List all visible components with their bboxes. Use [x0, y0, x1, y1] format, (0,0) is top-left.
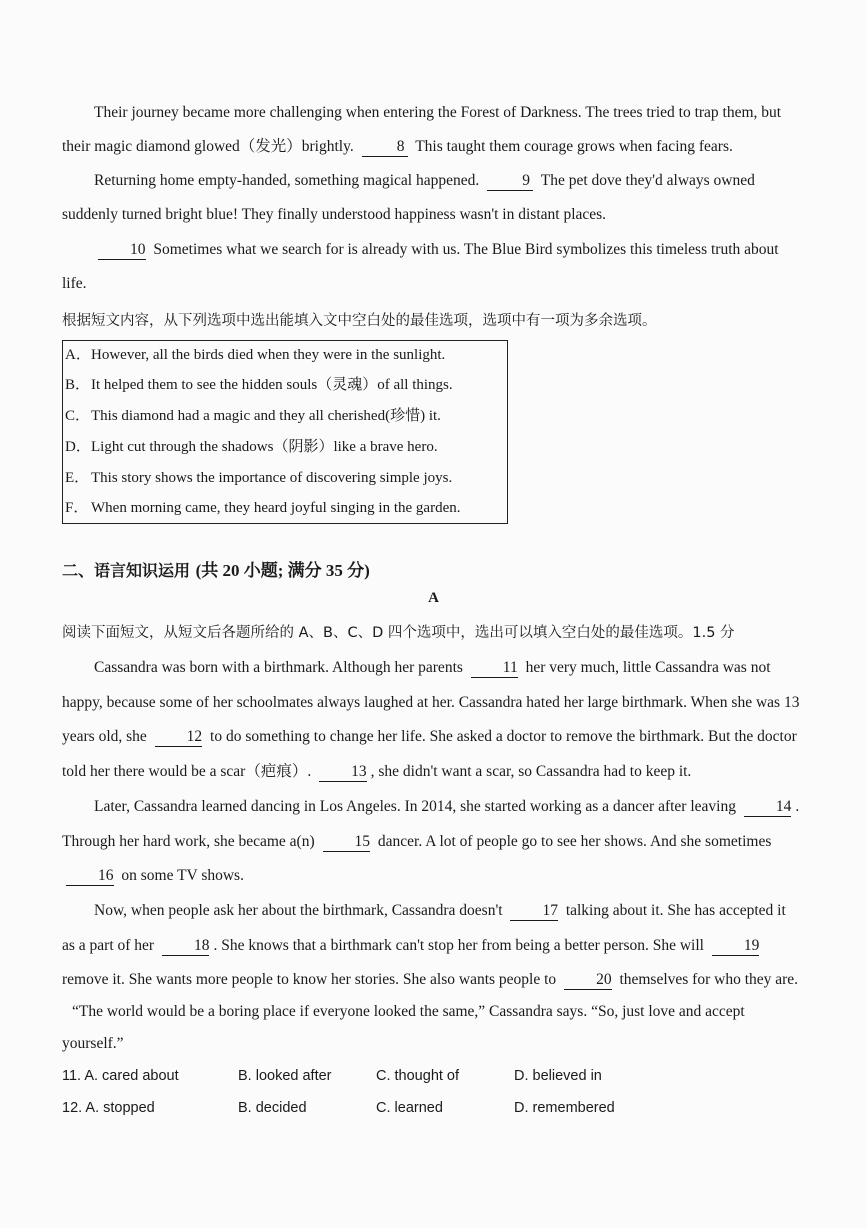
passage1-paragraph-1 [62, 96, 802, 164]
answer-blank-9[interactable]: 9 [487, 172, 533, 191]
question-number: 12. [62, 1100, 83, 1116]
option-d[interactable] [65, 435, 438, 456]
passage2-paragraph-4: “The world would be a boring place if everyone looked the same,” Cassandra says. “So, just love and accept yourself.” [62, 1003, 745, 1052]
passage2-text: . Through her hard work, she became a(n) [62, 798, 800, 850]
option-e[interactable] [65, 466, 452, 487]
answer-blank-17[interactable]: 17 [510, 902, 558, 921]
option-letter: D． [65, 439, 91, 455]
passage2-text: talking about it. She has accepted it as a part of her [62, 902, 786, 954]
option-text: It helped them to see the hidden souls（灵魂）of all things. [91, 377, 453, 393]
passage2-text: , she didn't want a scar, so Cassandra had to keep it. [370, 762, 692, 780]
option-text: When morning came, they heard joyful singing in the garden. [91, 500, 461, 516]
answer-blank-13[interactable]: 13 [319, 763, 367, 782]
option-text: However, all the birds died when they were in the sunlight. [91, 347, 446, 363]
passage2-text: Later, Cassandra learned dancing in Los Angeles. In 2014, she started working as a dancer after leaving [94, 798, 736, 815]
choice-b[interactable]: B. looked after [238, 1068, 332, 1084]
option-letter: B． [65, 377, 91, 393]
choice-a[interactable]: A. cared about [84, 1068, 179, 1084]
option-b[interactable] [65, 373, 453, 394]
option-letter: E． [65, 470, 90, 486]
passage2-text: to do something to change her life. She asked a doctor to remove the birthmark. But the doctor told her there would be a scar（疤痕）. [62, 728, 797, 780]
answer-blank-12[interactable]: 12 [155, 728, 203, 747]
section-heading [62, 556, 370, 581]
answer-blank-15[interactable]: 15 [323, 833, 371, 852]
passage1-text: Sometimes what we search for is already with us. The Blue Bird symbolizes this timeless truth about life. [62, 241, 779, 292]
part-label: A [428, 590, 439, 606]
question-number: 11. [62, 1068, 82, 1084]
option-letter: A． [65, 347, 91, 363]
option-c[interactable] [65, 404, 441, 425]
passage2-text: remove it. She wants more people to know her stories. She also wants people to [62, 971, 557, 988]
section-title: 二、语言知识运用 [62, 561, 191, 580]
passage2-paragraph-2 [62, 790, 802, 894]
answer-blank-11[interactable]: 11 [471, 659, 518, 678]
choice-a[interactable]: A. stopped [85, 1100, 155, 1116]
answer-blank-18[interactable]: 18 [162, 937, 210, 956]
passage1-text: Their journey became more challenging when entering the Forest of Darkness. The trees tried to trap them, but their magic diamond glowed（发光）brightly. [62, 104, 782, 155]
instruction-text-2: 阅读下面短文，从短文后各题所给的 A、B、C、D 四个选项中，选出可以填入空白处的最佳选项。1.5 分 [62, 625, 735, 641]
answer-blank-14[interactable]: 14 [744, 798, 792, 817]
passage2-text: Cassandra was born with a birthmark. Although her parents [94, 659, 463, 676]
choice-c[interactable]: C. thought of [376, 1068, 460, 1084]
answer-blank-8[interactable]: 8 [362, 138, 408, 157]
passage1-paragraph-3 [62, 233, 802, 301]
option-letter: F． [65, 500, 89, 516]
passage1-text: This taught them courage grows when facing fears. [415, 138, 733, 155]
answer-blank-20[interactable]: 20 [564, 971, 612, 990]
option-a[interactable] [65, 343, 445, 364]
passage1-paragraph-2 [62, 164, 802, 232]
passage2-paragraph-1 [62, 651, 802, 789]
options-box [62, 340, 508, 524]
answer-blank-19[interactable]: 19 [712, 937, 760, 956]
option-text: This diamond had a magic and they all cherished(珍惜) it. [91, 408, 441, 424]
passage2-text: on some TV shows. [121, 867, 244, 884]
passage1-text: Returning home empty-handed, something magical happened. [94, 172, 480, 189]
passage2-text: . She knows that a birthmark can't stop her from being a better person. She will [213, 936, 704, 954]
option-text: This story shows the importance of discovering simple joys. [91, 470, 453, 486]
section-score: (共 20 小题; 满分 35 分) [195, 561, 370, 580]
answer-blank-10[interactable]: 10 [98, 241, 146, 260]
option-letter: C． [65, 408, 91, 424]
choice-c[interactable]: C. learned [376, 1100, 443, 1116]
question-12 [62, 1100, 155, 1116]
option-text: Light cut through the shadows（阴影）like a brave hero. [91, 439, 438, 455]
choice-d[interactable]: D. remembered [514, 1100, 615, 1116]
choice-b[interactable]: B. decided [238, 1100, 307, 1116]
choice-d[interactable]: D. believed in [514, 1068, 602, 1084]
answer-blank-16[interactable]: 16 [66, 867, 114, 886]
passage1-text: The pet dove they'd always owned suddenly turned bright blue! They finally understood happiness wasn't in distant places. [62, 172, 755, 223]
question-11 [62, 1068, 179, 1084]
passage2-text: themselves for who they are. [619, 971, 799, 988]
instruction-text: 根据短文内容，从下列选项中选出能填入文中空白处的最佳选项，选项中有一项为多余选项。 [62, 313, 657, 329]
option-f[interactable] [65, 496, 460, 517]
passage2-text: her very much, little Cassandra was not happy, because some of her schoolmates always laughed at her. Cassandra hated her large birthmark. When she was 13 years old, she [62, 659, 800, 745]
passage2-text: Now, when people ask her about the birthmark, Cassandra doesn't [94, 902, 503, 919]
passage2-paragraph-3 [62, 894, 802, 998]
passage2-text: dancer. A lot of people go to see her shows. And she sometimes [377, 832, 772, 850]
